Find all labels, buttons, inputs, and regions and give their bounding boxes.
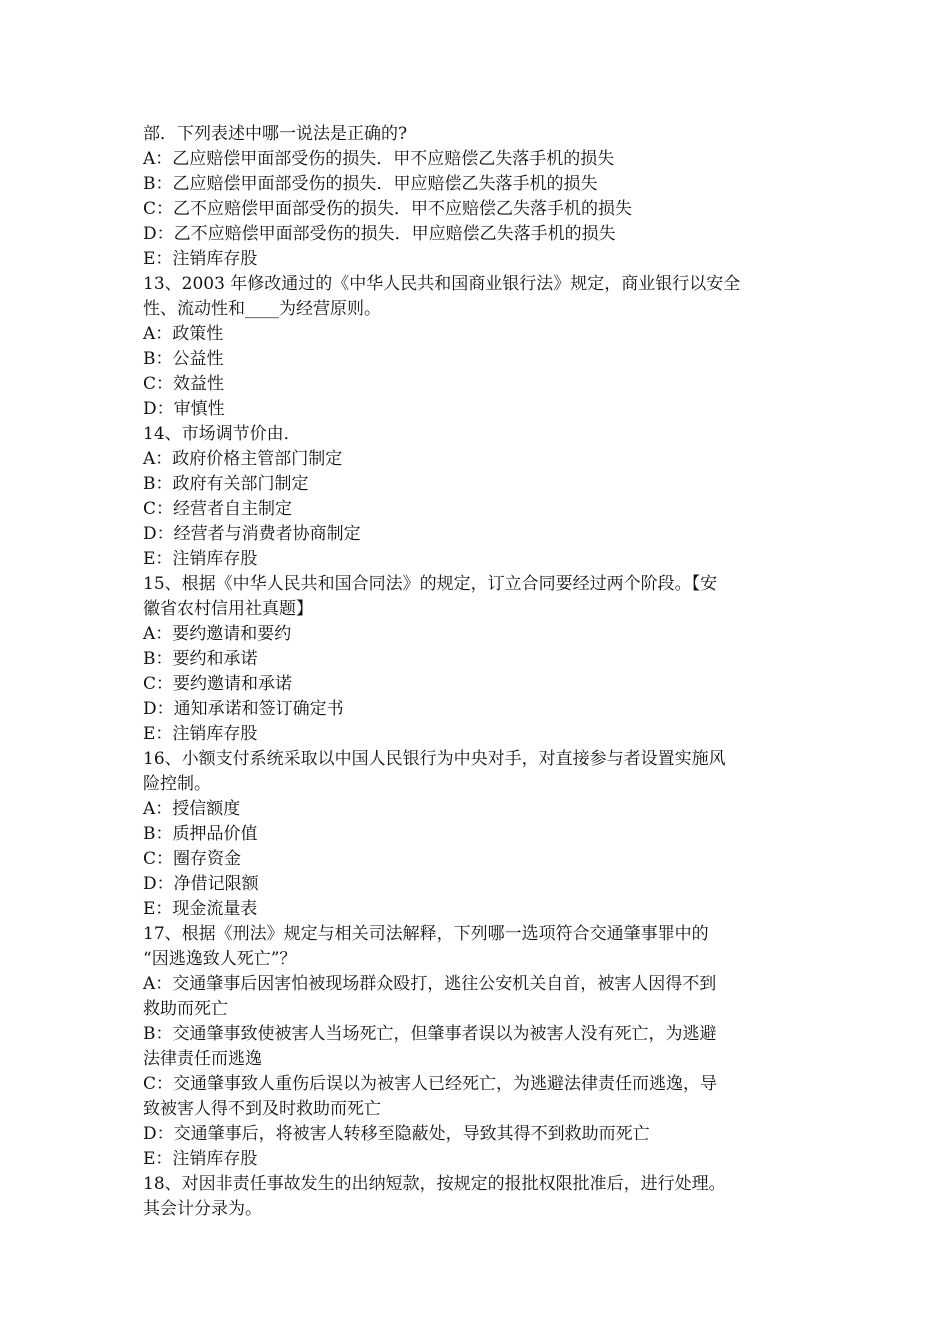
option-line: A：授信额度 <box>143 799 241 819</box>
document-body <box>143 122 811 1222</box>
option-line: A：政府价格主管部门制定 <box>143 449 343 469</box>
option-line: B：质押品价值 <box>143 824 258 844</box>
option-line: B：公益性 <box>143 349 224 369</box>
question-line: 14、市场调节价由． <box>143 424 301 444</box>
option-line: A：交通肇事后因害怕被现场群众殴打，逃往公安机关自首，被害人因得不到 <box>143 974 717 994</box>
option-line: E：现金流量表 <box>143 899 258 919</box>
option-line: 法律责任而逃逸 <box>143 1049 262 1069</box>
option-line: B：交通肇事致使被害人当场死亡，但肇事者误以为被害人没有死亡，为逃避 <box>143 1024 717 1044</box>
question-line: “因逃逸致人死亡”？ <box>143 949 297 969</box>
option-line: C：效益性 <box>143 374 225 394</box>
option-line: 救助而死亡 <box>143 999 228 1019</box>
option-line: A：要约邀请和要约 <box>143 624 292 644</box>
option-line: A：政策性 <box>143 324 224 344</box>
option-line: E：注销库存股 <box>143 1149 258 1169</box>
option-line: D：审慎性 <box>143 399 225 419</box>
option-line: B：政府有关部门制定 <box>143 474 309 494</box>
question-line: 15、根据《中华人民共和国合同法》的规定，订立合同要经过两个阶段。【安 <box>143 574 718 594</box>
option-line: C：经营者自主制定 <box>143 499 293 519</box>
option-line: 致被害人得不到及时救助而死亡 <box>143 1099 381 1119</box>
option-line: D：乙不应赔偿甲面部受伤的损失．甲应赔偿乙失落手机的损失 <box>143 224 616 244</box>
option-line: C：要约邀请和承诺 <box>143 674 293 694</box>
option-line: E：注销库存股 <box>143 724 258 744</box>
question-line: 性、流动性和____为经营原则。 <box>143 299 381 319</box>
option-line: B：要约和承诺 <box>143 649 258 669</box>
question-line: 17、根据《刑法》规定与相关司法解释，下列哪一选项符合交通肇事罪中的 <box>143 924 709 944</box>
option-line: D：交通肇事后，将被害人转移至隐蔽处，导致其得不到救助而死亡 <box>143 1124 650 1144</box>
option-line: C：交通肇事致人重伤后误以为被害人已经死亡，为逃避法律责任而逃逸，导 <box>143 1074 718 1094</box>
question-line: 13、2003 年修改通过的《中华人民共和国商业银行法》规定，商业银行以安全 <box>143 274 741 294</box>
question-line: 16、小额支付系统采取以中国人民银行为中央对手，对直接参与者设置实施风 <box>143 749 726 769</box>
option-line: B：乙应赔偿甲面部受伤的损失．甲应赔偿乙失落手机的损失 <box>143 174 598 194</box>
option-line: D：经营者与消费者协商制定 <box>143 524 361 544</box>
option-line: A：乙应赔偿甲面部受伤的损失．甲不应赔偿乙失落手机的损失 <box>143 149 615 169</box>
option-line: C：圈存资金 <box>143 849 242 869</box>
question-line: 其会计分录为。 <box>143 1199 262 1219</box>
option-line: D：通知承诺和签订确定书 <box>143 699 344 719</box>
question-line: 18、对因非责任事故发生的出纳短款，按规定的报批权限批准后，进行处理。 <box>143 1174 726 1194</box>
question-line: 险控制。 <box>143 774 211 794</box>
option-line: E：注销库存股 <box>143 249 258 269</box>
option-line: C：乙不应赔偿甲面部受伤的损失．甲不应赔偿乙失落手机的损失 <box>143 199 633 219</box>
question-line: 徽省农村信用社真题】 <box>143 599 313 619</box>
text-line: 部．下列表述中哪一说法是正确的? <box>143 124 408 144</box>
option-line: D：净借记限额 <box>143 874 259 894</box>
option-line: E：注销库存股 <box>143 549 258 569</box>
